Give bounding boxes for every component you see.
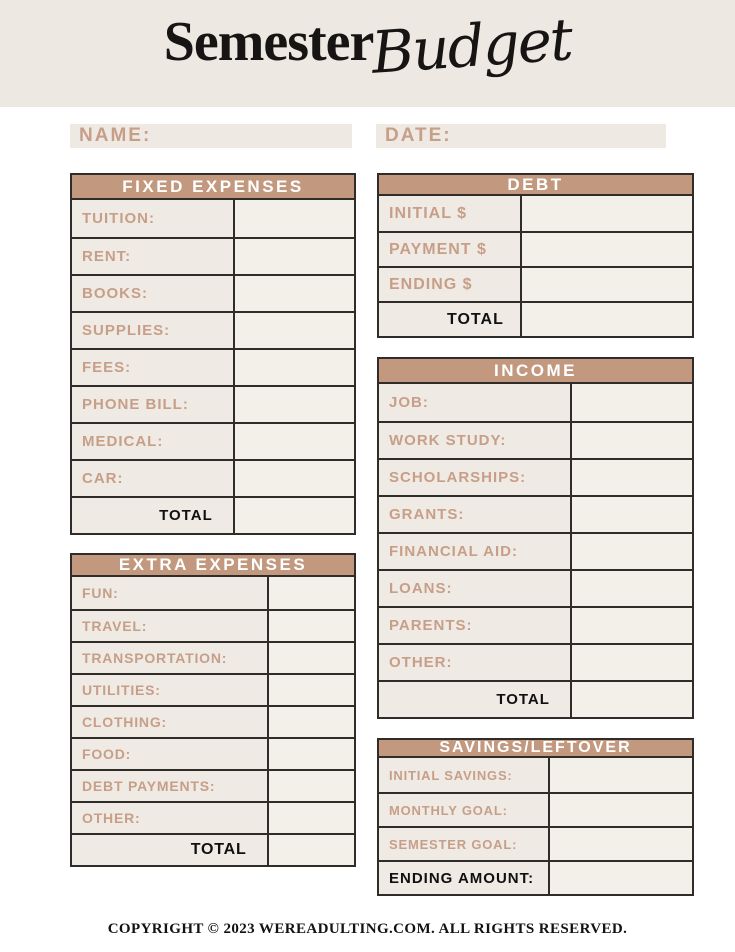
date-label: DATE: [385, 125, 452, 146]
table-row [379, 266, 692, 301]
income-value-cell[interactable] [570, 645, 692, 680]
row-label: PARENTS: [379, 608, 570, 643]
name-field[interactable] [70, 124, 352, 148]
table-row [379, 495, 692, 532]
date-field[interactable] [376, 124, 666, 148]
row-label: SUPPLIES: [72, 313, 233, 348]
row-label: PAYMENT $ [379, 233, 520, 266]
title-script: Budget [369, 5, 574, 87]
fixed-expenses-value-cell[interactable] [233, 387, 354, 422]
row-label: OTHER: [72, 803, 267, 833]
income-value-cell[interactable] [570, 497, 692, 532]
fixed-expenses-value-cell[interactable] [233, 424, 354, 459]
extra-expenses-header: EXTRA EXPENSES [72, 555, 354, 577]
row-label: LOANS: [379, 571, 570, 606]
table-row [72, 311, 354, 348]
row-label: INITIAL $ [379, 196, 520, 231]
table-row [72, 673, 354, 705]
savings-value-cell[interactable] [548, 758, 692, 792]
row-label: ENDING $ [379, 268, 520, 301]
row-label: JOB: [379, 384, 570, 421]
table-row [379, 792, 692, 826]
extra-expenses-value-cell[interactable] [267, 771, 354, 801]
debt-header: DEBT [379, 175, 692, 196]
row-label: FOOD: [72, 739, 267, 769]
fixed-expenses-total-row [72, 496, 354, 533]
debt-total-row [379, 301, 692, 336]
income-value-cell[interactable] [570, 571, 692, 606]
row-label: TUITION: [72, 200, 233, 237]
income-header: INCOME [379, 359, 692, 384]
savings-value-cell[interactable] [548, 794, 692, 826]
table-row [72, 348, 354, 385]
table-row [379, 758, 692, 792]
debt-value-cell[interactable] [520, 196, 692, 231]
table-row [379, 231, 692, 266]
ending-amount-label: ENDING AMOUNT: [379, 862, 548, 894]
income-value-cell[interactable] [570, 423, 692, 458]
table-row [72, 801, 354, 833]
table-row [72, 609, 354, 641]
extra-expenses-total-value-cell[interactable] [267, 835, 354, 865]
extra-expenses-value-cell[interactable] [267, 611, 354, 641]
fixed-expenses-value-cell[interactable] [233, 276, 354, 311]
name-label: NAME: [79, 125, 152, 146]
total-label: TOTAL [379, 303, 520, 336]
row-label: INITIAL SAVINGS: [379, 758, 548, 792]
table-row [72, 237, 354, 274]
table-row [72, 641, 354, 673]
income-value-cell[interactable] [570, 534, 692, 569]
total-label: TOTAL [72, 498, 233, 533]
row-label: MEDICAL: [72, 424, 233, 459]
row-label: OTHER: [379, 645, 570, 680]
table-row [379, 384, 692, 421]
income-value-cell[interactable] [570, 460, 692, 495]
debt-total-value-cell[interactable] [520, 303, 692, 336]
income-value-cell[interactable] [570, 608, 692, 643]
fixed-expenses-total-value-cell[interactable] [233, 498, 354, 533]
row-label: FEES: [72, 350, 233, 385]
extra-expenses-table [70, 553, 356, 867]
savings-leftover-header: SAVINGS/LEFTOVER [379, 740, 692, 758]
fixed-expenses-value-cell[interactable] [233, 350, 354, 385]
table-row [72, 577, 354, 609]
ending-amount-value-cell[interactable] [548, 862, 692, 894]
row-label: TRANSPORTATION: [72, 643, 267, 673]
fixed-expenses-table [70, 173, 356, 535]
row-label: CAR: [72, 461, 233, 496]
row-label: UTILITIES: [72, 675, 267, 705]
row-label: PHONE BILL: [72, 387, 233, 422]
table-row [379, 569, 692, 606]
extra-expenses-value-cell[interactable] [267, 707, 354, 737]
savings-leftover-table [377, 738, 694, 896]
ending-amount-row [379, 860, 692, 894]
row-label: FUN: [72, 577, 267, 609]
row-label: CLOTHING: [72, 707, 267, 737]
row-label: MONTHLY GOAL: [379, 794, 548, 826]
table-row [379, 643, 692, 680]
table-row [72, 705, 354, 737]
table-row [72, 459, 354, 496]
fixed-expenses-value-cell[interactable] [233, 461, 354, 496]
table-row [379, 826, 692, 860]
row-label: SEMESTER GOAL: [379, 828, 548, 860]
extra-expenses-value-cell[interactable] [267, 643, 354, 673]
title-main: Semester [163, 11, 374, 73]
total-label: TOTAL [379, 682, 570, 717]
fixed-expenses-value-cell[interactable] [233, 239, 354, 274]
table-row [379, 458, 692, 495]
row-label: FINANCIAL AID: [379, 534, 570, 569]
income-total-value-cell[interactable] [570, 682, 692, 717]
debt-value-cell[interactable] [520, 233, 692, 266]
row-label: WORK STUDY: [379, 423, 570, 458]
page-title [0, 5, 735, 87]
extra-expenses-total-row [72, 833, 354, 865]
copyright-text: COPYRIGHT © 2023 WEREADULTING.COM. ALL RIGHTS RESERVED. [107, 921, 628, 937]
fixed-expenses-header: FIXED EXPENSES [72, 175, 354, 200]
extra-expenses-value-cell[interactable] [267, 803, 354, 833]
table-row [72, 737, 354, 769]
table-row [72, 422, 354, 459]
extra-expenses-value-cell[interactable] [267, 739, 354, 769]
table-row [379, 532, 692, 569]
row-label: BOOKS: [72, 276, 233, 311]
fixed-expenses-value-cell[interactable] [233, 313, 354, 348]
row-label: RENT: [72, 239, 233, 274]
table-row [72, 385, 354, 422]
savings-value-cell[interactable] [548, 828, 692, 860]
income-table [377, 357, 694, 719]
debt-table [377, 173, 694, 338]
debt-value-cell[interactable] [520, 268, 692, 301]
total-label: TOTAL [72, 835, 267, 865]
table-row [72, 200, 354, 237]
fixed-expenses-value-cell[interactable] [233, 200, 354, 237]
table-row [379, 421, 692, 458]
row-label: DEBT PAYMENTS: [72, 771, 267, 801]
row-label: TRAVEL: [72, 611, 267, 641]
income-value-cell[interactable] [570, 384, 692, 421]
income-total-row [379, 680, 692, 717]
row-label: GRANTS: [379, 497, 570, 532]
table-row [72, 769, 354, 801]
table-row [72, 274, 354, 311]
table-row [379, 196, 692, 231]
row-label: SCHOLARSHIPS: [379, 460, 570, 495]
table-row [379, 606, 692, 643]
extra-expenses-value-cell[interactable] [267, 577, 354, 609]
extra-expenses-value-cell[interactable] [267, 675, 354, 705]
